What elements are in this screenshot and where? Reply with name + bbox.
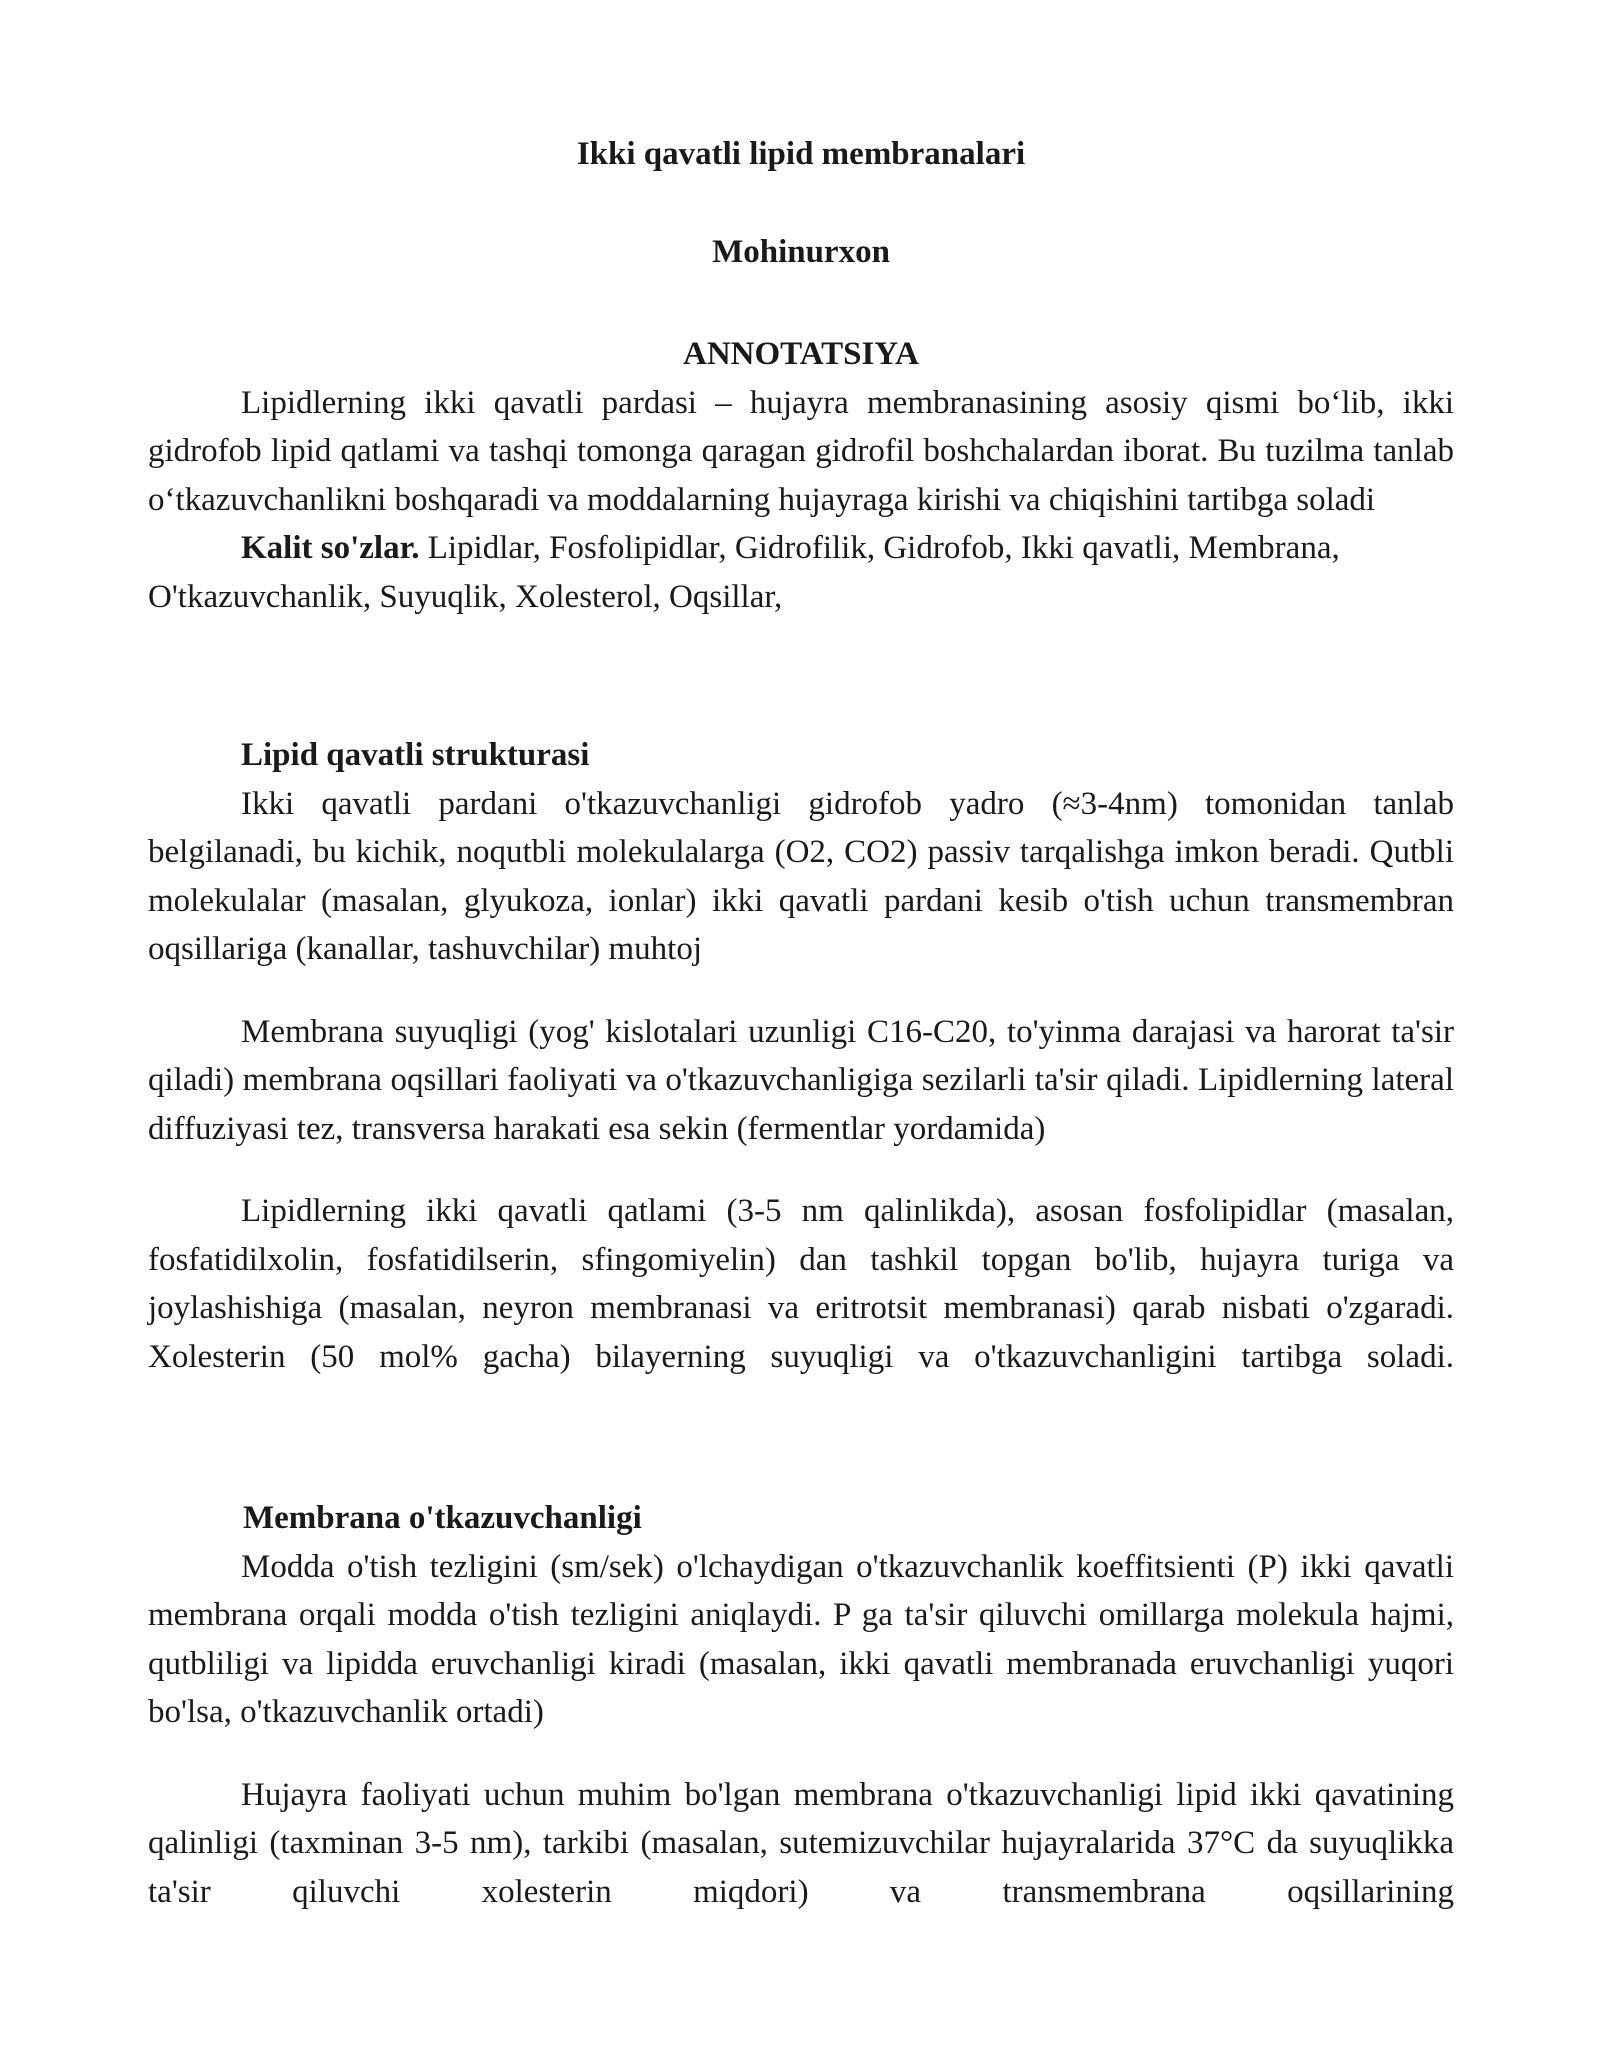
annotation-text: Lipidlerning ikki qavatli pardasi – hujayra membranasining asosiy qismi bo‘lib, ikki gidrofob lipid qatlami va tashqi tomonga qaragan gidrofil boshchalardan iborat. Bu tuzilma tanlab o‘tkazuvchanlikni boshqaradi va moddalarning hujayraga kirishi va chiqishini tartibga soladi (148, 384, 1454, 518)
keywords-text: Lipidlar, Fosfolipidlar, Gidrofilik, Gidrofob, Ikki qavatli, Membrana, O'tkazuvchanlik, Suyuqlik, Xolesterol, Oqsillar, (148, 530, 1340, 615)
section-1-paragraph-1: Ikki qavatli pardani o'tkazuvchanligi gidrofob yadro (≈3-4nm) tomonidan tanlab belgilanadi, bu kichik, noqutbli molekulalarga (O2, CO2) passiv tarqalishga imkon beradi. Qutbli molekulalar (masalan, glyukoza, ionlar) ikki qavatli pardani kesib o'tish uchun transmembran oqsillariga (kanallar, tashuvchilar) muhtoj (148, 785, 1454, 967)
author-name: Mohinurxon (712, 233, 890, 270)
section-2-paragraph-1: Modda o'tish tezligini (sm/sek) o'lchaydigan o'tkazuvchanlik koeffitsienti (P) ikki qavatli membrana orqali modda o'tish tezligini aniqlaydi. P ga ta'sir qiluvchi omillarga molekula hajmi, qutbliligi va lipidda eruvchanligi kiradi (masalan, ikki qavatli membranada eruvchanligi yuqori bo'lsa, o'tkazuvchanlik ortadi) (148, 1548, 1454, 1730)
section-1-paragraph-2: Membrana suyuqligi (yog' kislotalari uzunligi C16-C20, to'yinma darajasi va harorat ta'sir qiladi) membrana oqsillari faoliyati va o'tkazuvchanligiga sezilarli ta'sir qiladi. Lipidlerning lateral diffuziyasi tez, transversa harakati esa sekin (fermentlar yordamida) (148, 1013, 1454, 1147)
keywords-label: Kalit so'zlar. (241, 530, 420, 566)
section-1-paragraph-3: Lipidlerning ikki qavatli qatlami (3-5 nm qalinlikda), asosan fosfolipidlar (masalan, fosfatidilxolin, fosfatidilserin, sfingomiyelin) dan tashkil topgan bo'lib, hujayra turiga va joylashishiga (masalan, neyron membranasi va eritrotsit membranasi) qarab nisbati o'zgaradi. Xolesterin (50 mol% gacha) bilayerning suyuqligi va o'tkazuvchanligini tartibga soladi. (148, 1193, 1454, 1375)
document-title: Ikki qavatli lipid membranalari (576, 136, 1026, 172)
section-heading-membrane-permeability: Membrana o'tkazuvchanligi (243, 1500, 642, 1536)
annotation-heading: ANNOTATSIYA (683, 336, 919, 372)
section-2-paragraph-2: Hujayra faoliyati uchun muhim bo'lgan membrana o'tkazuvchanligi lipid ikki qavatining qalinligi (taxminan 3-5 nm), tarkibi (masalan, sutemizuvchilar hujayralarida 37°C da suyuqlikka ta'sir qiluvchi xolesterin miqdori) va transmembrana oqsillarining (148, 1776, 1454, 1910)
document-page (148, 130, 1454, 1916)
keywords-paragraph (148, 524, 1454, 621)
section-heading-lipid-structure: Lipid qavatli strukturasi (241, 737, 590, 773)
